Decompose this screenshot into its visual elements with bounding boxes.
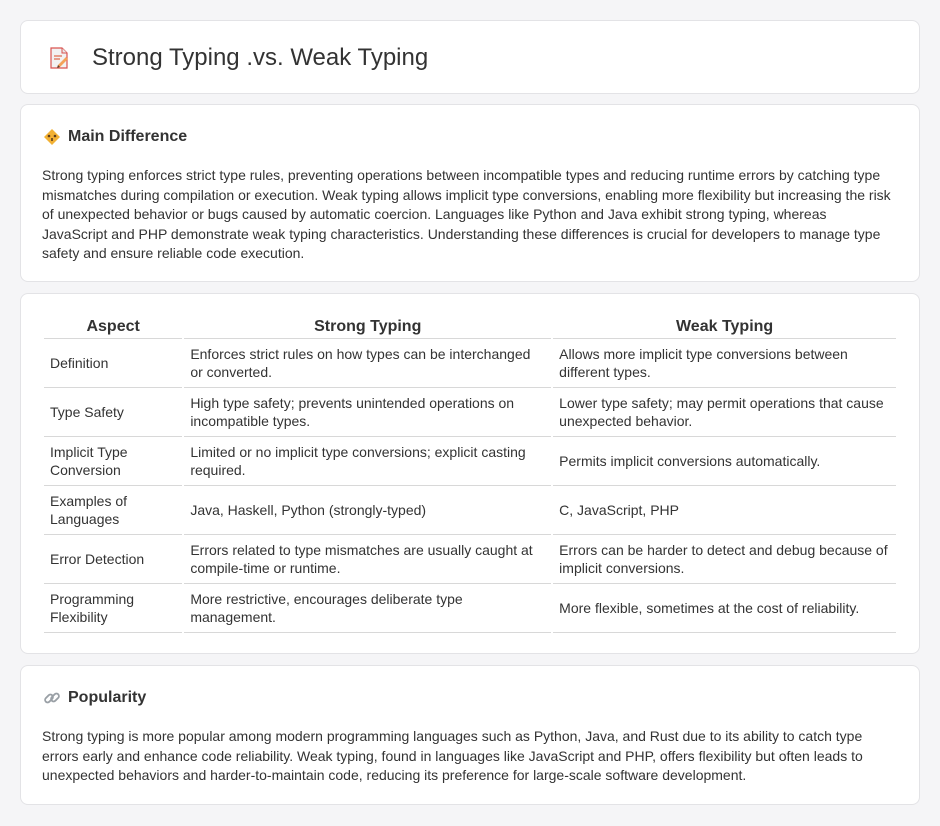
main-difference-header	[42, 126, 187, 148]
aspect-cell: Definition	[44, 339, 182, 388]
aspect-cell: Examples of Languages	[44, 486, 182, 535]
popularity-text: Strong typing is more popular among modern programming languages such as Python, Java, and Rust due to its ability to catch type errors early and enhance code reliability. Weak typing, found in languages like JavaScript and PHP, offers flexibility but often leads to unexpected behaviors and harder-to-maintain code, reducing its preference for large-scale software development.	[42, 728, 863, 783]
link-icon	[42, 688, 62, 708]
comparison-table	[42, 316, 898, 633]
main-difference-card	[20, 104, 920, 282]
aspect-cell: Error Detection	[44, 535, 182, 584]
aspect-cell: Type Safety	[44, 388, 182, 437]
table-row	[44, 437, 896, 486]
weak-typing-cell: Errors can be harder to detect and debug because of implicit conversions.	[553, 535, 896, 584]
weak-typing-cell: Allows more implicit type conversions between different types.	[553, 339, 896, 388]
strong-typing-cell: Java, Haskell, Python (strongly-typed)	[184, 486, 551, 535]
document-pencil-icon	[47, 46, 71, 70]
weak-typing-cell: Lower type safety; may permit operations that cause unexpected behavior.	[553, 388, 896, 437]
warning-diamond-icon	[42, 127, 62, 147]
table-row	[44, 584, 896, 633]
main-difference-text: Strong typing enforces strict type rules, preventing operations between incompatible types and reducing runtime errors by catching type mismatches during compilation or execution. Weak typing allows implicit type conversions, enabling more flexibility but increasing the risk of unexpected behavior or bugs caused by automatic coercion. Languages like Python and Java exhibit strong typing, whereas JavaScript and PHP demonstrate weak typing characteristics. Understanding these differences is crucial for developers to manage type safety and ensure reliable code execution.	[42, 167, 891, 261]
table-row	[44, 339, 896, 388]
table-row	[44, 388, 896, 437]
comparison-card	[20, 293, 920, 654]
strong-typing-cell: Limited or no implicit type conversions; explicit casting required.	[184, 437, 551, 486]
strong-typing-cell: Errors related to type mismatches are usually caught at compile-time or runtime.	[184, 535, 551, 584]
column-header: Aspect	[44, 316, 182, 339]
aspect-cell: Programming Flexibility	[44, 584, 182, 633]
title-card	[20, 20, 920, 94]
popularity-card	[20, 665, 920, 805]
strong-typing-cell: High type safety; prevents unintended operations on incompatible types.	[184, 388, 551, 437]
strong-typing-cell: More restrictive, encourages deliberate type management.	[184, 584, 551, 633]
popularity-header	[42, 687, 146, 709]
table-row	[44, 486, 896, 535]
table-row	[44, 535, 896, 584]
main-difference-title: Main Difference	[68, 128, 188, 145]
table-header-row	[44, 316, 896, 339]
popularity-title: Popularity	[68, 689, 147, 706]
column-header: Weak Typing	[553, 316, 896, 339]
column-header: Strong Typing	[184, 316, 551, 339]
weak-typing-cell: Permits implicit conversions automatically.	[553, 437, 896, 486]
aspect-cell: Implicit Type Conversion	[44, 437, 182, 486]
strong-typing-cell: Enforces strict rules on how types can be interchanged or converted.	[184, 339, 551, 388]
page-title: Strong Typing .vs. Weak Typing	[92, 44, 429, 71]
weak-typing-cell: More flexible, sometimes at the cost of reliability.	[553, 584, 896, 633]
weak-typing-cell: C, JavaScript, PHP	[553, 486, 896, 535]
